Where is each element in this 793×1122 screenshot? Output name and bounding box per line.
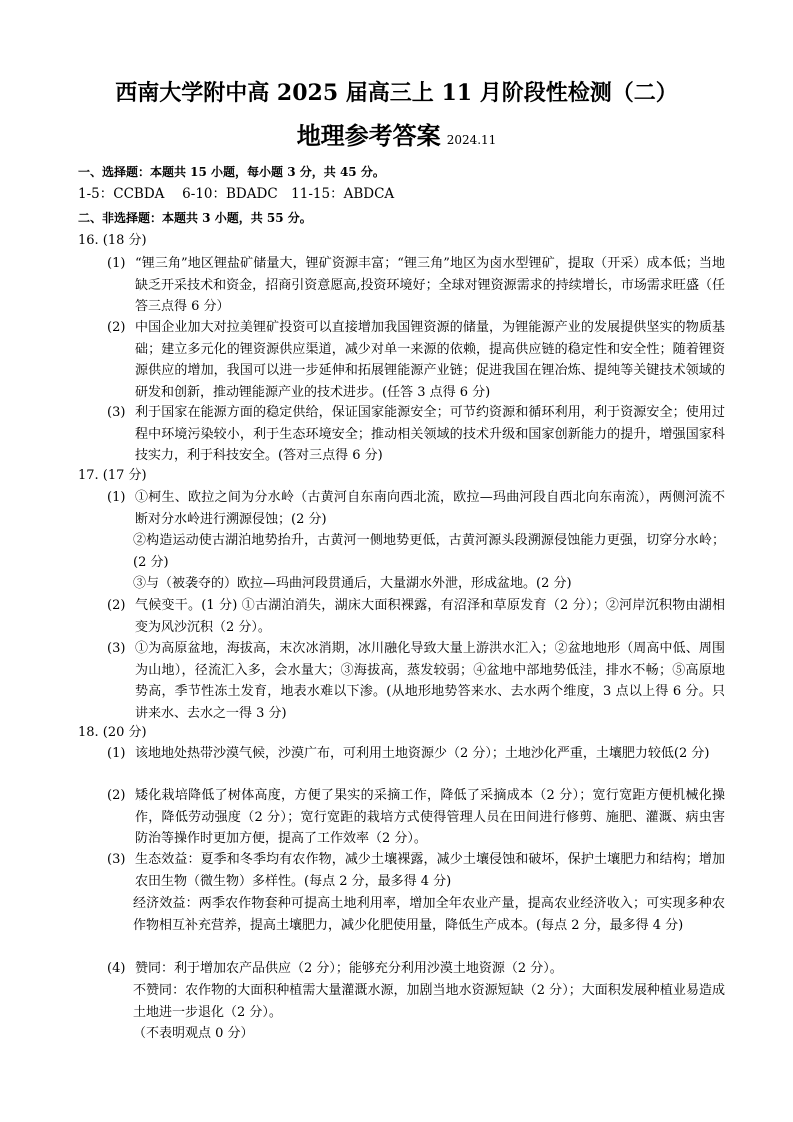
q16-item-1 [107, 253, 725, 318]
q16-item-2 [107, 317, 725, 403]
subtitle-text: 地理参考答案 [296, 121, 441, 150]
item-number: (3) [107, 405, 126, 420]
q16-label: 16. (18 分) [78, 233, 147, 248]
section2-heading: 二、非选择题：本题共 3 小题，共 55 分。 [78, 211, 312, 225]
item-number: (2) [107, 598, 126, 613]
mcq-answers: 1-5：CCBDA 6-10：BDADC 11-15：ABDCA [78, 186, 395, 202]
q17-item-1-point-3: ③与（被袭夺的）欧拉—玛曲河段贯通后，大量湖水外泄，形成盆地。(2 分) [133, 576, 572, 591]
subtitle-date: 2024.11 [446, 133, 497, 147]
item-text: 该地地处热带沙漠气候，沙漠广布，可利用土地资源少（2 分）；土地沙化严重，土壤肥力较低(2 分) [135, 746, 710, 761]
item-text: 气候变干。(1 分) ①古湖泊消失，湖床大面积裸露，有沼泽和草原发育（2 分）；②河岸沉积物由湖相变为风沙沉积（2 分）。 [135, 598, 725, 635]
q17-item-3 [107, 638, 725, 724]
q18-item-3 [107, 849, 725, 892]
q16-item-3 [107, 402, 725, 467]
page-footer-space [0, 1102, 793, 1122]
item-text: 赞同：利于增加农产品供应（2 分）；能够充分利用沙漠土地资源（2 分）。 [135, 961, 563, 976]
q18-item-4-oppose: 不赞同：农作物的大面积种植需大量灌溉水源，加剧当地水资源短缺（2 分）；大面积发展种植业易造成土地进一步退化（2 分）。 [133, 983, 725, 1020]
item-number: (4) [107, 961, 126, 976]
item-text: ①柯生、欧拉之间为分水岭（古黄河自东南向西北流，欧拉—玛曲河段自西北向东南流），两侧河流不断对分水岭进行溯源侵蚀；(2 分) [135, 490, 725, 527]
section1-heading: 一、选择题：本题共 15 小题，每小题 3 分，共 45 分。 [78, 165, 385, 179]
item-number: (2) [107, 320, 126, 335]
item-number: (3) [107, 641, 126, 656]
q17-label: 17. (17 分) [78, 468, 147, 483]
q18-item-1 [107, 743, 725, 765]
item-text: 中国企业加大对拉美锂矿投资可以直接增加我国锂资源的储量，为锂能源产业的发展提供坚实的物质基础；建立多元化的锂资源供应渠道，减少对单一来源的依赖，提高供应链的稳定性和安全性；随着锂资源供应的增加，我国可以进一步延伸和拓展锂能源产业链；促进我国在锂冶炼、提纯等关键技术领域的研发和创新，推动锂能源产业的技术进步。(任答 3 点得 6 分) [135, 320, 725, 400]
q18-item-4 [107, 958, 725, 980]
item-text: 矮化栽培降低了树体高度，方便了果实的采摘工作，降低了采摘成本（2 分）；宽行宽距方便机械化操作，降低劳动强度（2 分）；宽行宽距的栽培方式使得管理人员在田间进行修剪、施肥、灌溉、病虫害防治等操作时更加方便，提高了工作效率（2 分）。 [135, 788, 725, 846]
q17-item-2 [107, 595, 725, 638]
item-text: ①为高原盆地，海拔高，末次冰消期，冰川融化导致大量上游洪水汇入；②盆地地形（周高中低、周围为山地），径流汇入多，会水量大；③海拔高，蒸发较弱；④盆地中部地势低洼，排水不畅；⑤高原地势高，季节性冻土发育，地表水难以下渗。(从地形地势答来水、去水两个维度，3 点以上得 6 分。只讲来水、去水之一得 3 分) [135, 641, 725, 721]
q18-item-4-note: （不表明观点 0 分） [133, 1026, 254, 1041]
item-number: (1) [107, 746, 126, 761]
item-number: (1) [107, 490, 126, 505]
q17-item-1 [107, 487, 725, 530]
q17-item-1-point-2: ②构造运动使古湖泊地势抬升，古黄河一侧地势更低，古黄河源头段溯源侵蚀能力更强，切穿分水岭；(2 分) [133, 533, 725, 570]
item-number: (1) [107, 256, 126, 271]
item-text: 生态效益：夏季和冬季均有农作物，减少土壤裸露，减少土壤侵蚀和破坏，保护土壤肥力和结构；增加农田生物（微生物）多样性。(每点 2 分，最多得 4 分) [135, 852, 725, 889]
item-number: (3) [107, 852, 126, 867]
q18-label: 18. (20 分) [78, 725, 147, 740]
item-text: 利于国家在能源方面的稳定供给，保证国家能源安全；可节约资源和循环利用，利于资源安全；使用过程中环境污染较小，利于生态环境安全；推动相关领域的技术升级和国家创新能力的提升，增强国家科技实力，利于科技安全。(答对三点得 6 分) [135, 405, 725, 463]
q18-item-2 [107, 785, 725, 850]
document-title: 西南大学附中高 2025 届高三上 11 月阶段性检测（二） [115, 80, 678, 106]
document-subtitle [0, 120, 793, 156]
q18-item-3-economic: 经济效益：两季农作物套种可提高土地利用率，增加全年农业产量，提高农业经济收入；可实现多种农作物相互补充营养，提高土壤肥力，减少化肥使用量，降低生产成本。(每点 2 分，最多得 4 分) [133, 896, 725, 933]
item-text: “锂三角”地区锂盐矿储量大，锂矿资源丰富；“锂三角”地区为卤水型锂矿，提取（开采）成本低；当地缺乏开采技术和资金，招商引资意愿高,投资环境好；全球对锂资源需求的持续增长，市场需求旺盛（任答三点得 6 分） [135, 256, 725, 314]
item-number: (2) [107, 788, 126, 803]
